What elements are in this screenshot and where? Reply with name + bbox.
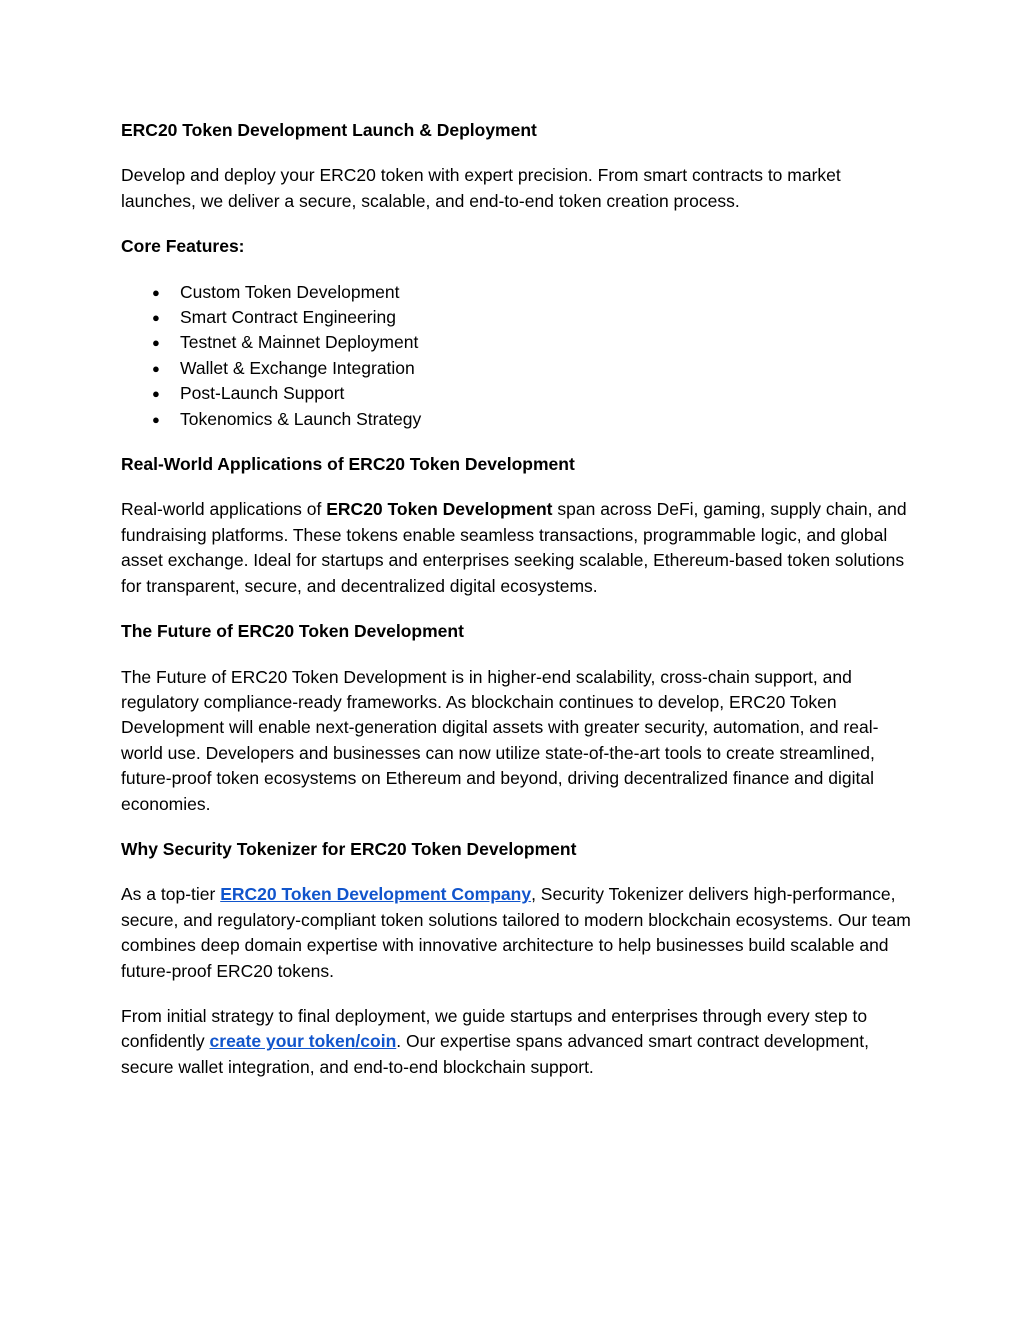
core-features-list bbox=[121, 280, 911, 432]
applications-text-after: span across DeFi, gaming, supply chain, and fundraising platforms. These tokens enable seamless transactions, programmable logic, and global asset exchange. Ideal for startups and enterprises seeking scalable, Ethereum-based token solutions for transparent, secure, and decentralized digital ecosystems. bbox=[121, 499, 907, 596]
applications-heading: Real-World Applications of ERC20 Token Development bbox=[121, 454, 575, 475]
list-item-label: Post-Launch Support bbox=[180, 383, 345, 404]
intro-paragraph: Develop and deploy your ERC20 token with expert precision. From smart contracts to market launches, we deliver a secure, scalable, and end-to-end token creation process. bbox=[121, 165, 841, 211]
future-paragraph: The Future of ERC20 Token Development is in higher-end scalability, cross-chain support, and regulatory compliance-ready frameworks. As blockchain continues to develop, ERC20 Token Development will enable next-generation digital assets with greater security, automation, and real-world use. Developers and businesses can now utilize state-of-the-art tools to create streamlined, future-proof token ecosystems on Ethereum and beyond, driving decentralized finance and digital economies. bbox=[121, 666, 879, 814]
bullet-icon: ● bbox=[152, 284, 160, 300]
applications-bold-term: ERC20 Token Development bbox=[326, 499, 553, 520]
why-heading: Why Security Tokenizer for ERC20 Token Development bbox=[121, 838, 577, 859]
document-page bbox=[121, 118, 911, 1100]
list-item bbox=[121, 330, 911, 355]
applications-text-before: Real-world applications of bbox=[121, 499, 327, 520]
list-item-label: Custom Token Development bbox=[180, 281, 400, 302]
list-item bbox=[121, 305, 911, 330]
bullet-icon: ● bbox=[152, 335, 160, 351]
why-p2-text-after: . Our expertise spans advanced smart contract development, secure wallet integration, and end-to-end blockchain support. bbox=[121, 1031, 870, 1077]
document-title: ERC20 Token Development Launch & Deployment bbox=[121, 120, 537, 140]
erc20-company-link[interactable]: ERC20 Token Development Company bbox=[220, 884, 532, 905]
list-item-label: Wallet & Exchange Integration bbox=[180, 357, 415, 378]
why-p2-text-before: From initial strategy to final deployment, we guide startups and enterprises through every step to confidently bbox=[121, 1005, 868, 1052]
core-features-heading: Core Features: bbox=[121, 236, 245, 257]
list-item-label: Smart Contract Engineering bbox=[180, 307, 396, 328]
create-token-link[interactable]: create your token/coin bbox=[209, 1031, 397, 1052]
list-item bbox=[121, 280, 911, 305]
list-item bbox=[121, 356, 911, 381]
list-item bbox=[121, 381, 911, 406]
bullet-icon: ● bbox=[152, 386, 160, 402]
applications-paragraph bbox=[121, 497, 911, 599]
why-p1-text-before: As a top-tier bbox=[121, 884, 221, 905]
list-item-label: Tokenomics & Launch Strategy bbox=[180, 408, 422, 429]
why-paragraph-2 bbox=[121, 1004, 911, 1080]
future-heading: The Future of ERC20 Token Development bbox=[121, 621, 464, 642]
why-paragraph-1 bbox=[121, 882, 911, 984]
list-item-label: Testnet & Mainnet Deployment bbox=[180, 332, 419, 353]
bullet-icon: ● bbox=[152, 411, 160, 427]
list-item bbox=[121, 407, 911, 432]
bullet-icon: ● bbox=[152, 360, 160, 376]
bullet-icon: ● bbox=[152, 310, 160, 326]
why-p1-text-after: , Security Tokenizer delivers high-performance, secure, and regulatory-compliant token solutions tailored to modern blockchain ecosystems. Our team combines deep domain expertise with innovative architecture to help businesses build scalable and future-proof ERC20 tokens. bbox=[121, 884, 911, 981]
